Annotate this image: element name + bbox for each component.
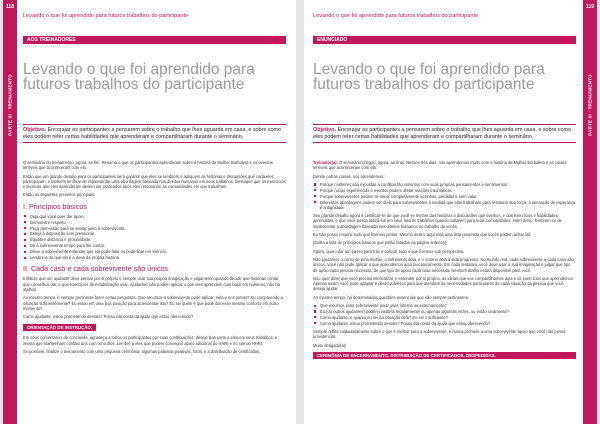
list-item: Demonstre respeito.: [23, 220, 286, 225]
left-body: [23, 160, 286, 357]
list-item: Equilibre distância e proximidade.: [23, 237, 286, 242]
right-running-header: Levando o que foi aprendido para futuros trabalhos do participante: [313, 13, 479, 19]
list-item: Dê à sobrevivente tempo para lhe contar.: [23, 243, 286, 248]
right-side-tab: [583, 0, 597, 424]
right-p2: Dentre outras coisas, nós aprendemos:: [313, 173, 385, 179]
list-item: Lembre-a de que ela é a dona da própria história.: [23, 255, 286, 260]
left-page: [3, 0, 296, 424]
right-p5: (Exiba a lista de princípios básicos que estão listados na página anterior.): [313, 240, 447, 246]
list-item: Como ajudante, estou prometendo demais? Posso dar conta da ajuda que estou oferecendo?: [313, 321, 576, 326]
left-section2-p4: Em seus comentários de conclusão, agradeça a todos os participantes por suas contribuições, deseje boa sorte a eles em seus trabalhos, e insista que mantenham contato uns com os outros. Lembre a eles que podem conseguir apoio adicional do HHRI e no site do HHRI.: [23, 335, 278, 346]
left-objective-box: [23, 124, 286, 143]
left-objective-text: Encorajar os participantes a pensarem sobre o trabalho que lhes aguarda em casa, e sobre como eles podem reter certas habilidades que aprenderam e compartilharam durante o seminário.: [23, 127, 282, 140]
left-intro-p1: O seminário do treinamento, agora, se fim. Resuma o que os participantes aprenderam sobre a história da Mulher Borboleta e os eventos terríveis que aconteceram com ela.: [23, 160, 273, 171]
list-item: Esteja à disposição sem pressionar.: [23, 231, 286, 236]
list-item: Porque sobreviventes podem se sentir completamente sozinhas, perdidas e sem valor.: [313, 194, 576, 199]
right-content: [313, 0, 576, 424]
right-p9: Ao mesmo tempo, há determinadas questões essenciais que são sempre pertinentes.: [313, 294, 469, 300]
left-vertical-label: PARTE III · TREINAMENTO: [7, 74, 13, 136]
left-intro-p2: Entâo que um grande desafio para os participantes será garantir que eles se lembrem e apliquem as histórias e discussões que cada eles participaram, e também lembrar de implementar uma abordagem baseada nos direitos humanos em seus trabalhos. Destaque que os exercícios e técnicas que eles aprenderam devem ser praticados após eles retornarem às comunidades em que trabalham.: [23, 173, 286, 190]
right-page-number: 119: [585, 4, 595, 10]
right-vertical-label: PARTE III · TREINAMENTO: [587, 74, 593, 136]
right-p6: Agora, quero dar um passo para trás e colocar tudo o que fizemos sob perspectiva.: [313, 248, 465, 254]
right-p10: Sempre reflita cuidadosamente sobre o que é melhor para a sobrevivente, e nunca prometa a uma sobrevivente apoio que você não possa providenciar.: [313, 328, 566, 340]
list-item: Como ajudante, o quanto eu sei da situação dela? Eu sei o suficiente?: [313, 315, 576, 320]
right-p7: Não ajudamos o conto de uma mulher, o sofrimento dela, e o retorno dela à vida progresso. No mundo real, cada sobrevivente e cada caso são únicos. Você não pode aplicar o que aprendemos aqui mecanicamente. Em cada tentativa, você deve usar a sua imaginação e julgar que tipo de apoio cada pessoa necessita, de que tipo de apoio cada caso necessita. Nenhum atalho estará disponível para você.: [313, 256, 574, 273]
left-running-header: Levando o que foi aprendido para futuros trabalhos do participante: [23, 13, 189, 19]
right-p8: Isso quer dizer que você precisa internalizar, e entender por si próprio, as ideias que vos compartilhamos aqui e os exercícios que aprendemos. Apenas assim você pode adaptar e desenvolvê-los para que atendam às necessidades particulares de cada situação da pessoa que você deseja ajudar.: [313, 275, 575, 292]
left-side-tab: [3, 0, 17, 424]
list-item: Peça permissão para se sentar junto à sobrevivente.: [23, 226, 286, 231]
left-section2-p1: Enfatize que um ajudante deve pensar por si próprio e sempre usar sua própria imaginação e julgamento quando decidir que histórias contar, que conselhos dar, e que exercícios de estabilização usar. Ajudantes não podem aplicar o que eles aprendem com base em números, não há atalhos.: [23, 276, 280, 292]
right-questions-list: [313, 303, 576, 326]
right-p3: Seu grande desafio agora é certificar-se de que você se lembre das histórias e discussões que tivemos, e dos exercícios e habilidades aprendidas, e que você possa utilizá-los em seus futuros trabalhos quando voltarem para suas comunidades. Além disso, lembrem-se de implementar a abordagem baseada nos direitos humanos no trabalho de vocês.: [313, 213, 562, 229]
left-principles-list: [23, 214, 286, 261]
right-p4: Eu não posso resumir tudo que fizemos juntos. Mesmo assim, aqui está uma lista resumida que vocês podem achar útil:: [313, 232, 532, 238]
left-section-band: AOS TREINADORES: [23, 36, 286, 44]
right-page: [304, 0, 597, 424]
right-section-band: ENUNCIADO: [313, 36, 576, 44]
list-item: Diferentes abordagens podem ser úteis para sobreviventes à medida que elas trabalham para restaurar sua força, a sensação de esperança e a dignidade: [313, 200, 576, 211]
right-learned-list: [313, 182, 576, 210]
list-item: Diga que você quer dar apoio.: [23, 214, 286, 219]
right-body: [313, 160, 576, 359]
left-page-title: Levando o que foi aprendido para futuros trabalhos do participante: [23, 61, 255, 93]
list-item: Porque mulheres são expostas a conflitos tão violentos com suas próprias pensamentos e sentimentos.: [313, 182, 576, 187]
right-objective-box: [313, 124, 576, 143]
left-section1-heading: I. Princípios básicos: [23, 201, 87, 211]
right-page-title: Levando o que foi aprendido para futuros trabalhos do participante: [313, 61, 545, 93]
left-objective-label: Objetivo.: [23, 127, 47, 133]
left-section2-p2: Ao mesmo tempo, é sempre pertinente fazer certas perguntas. Que recursos a sobrevivente pode aplicar, nela e nos outros? Eu compreendo a situação suficientemente? Eu estou em uma boa posição para acrescentar isto? Eu sei quem é que pode dar esse mesmo conforto em outro momento?: [23, 295, 283, 311]
left-section2-heading: II. Cada caso e cada sobrevivente são únicos: [23, 264, 169, 274]
instruction-badge: ORIENTAÇÃO DE INSTRUÇÃO.: [23, 324, 96, 331]
list-item: Que recursos essa sobrevivente pode usar, interna ou externamente?: [313, 303, 576, 308]
left-section2-p3: Como ajudante, estou prometendo demais? Posso dar conta da ajuda que estou oferecendo?: [23, 314, 194, 320]
right-objective-label: Objetivo.: [313, 127, 337, 133]
ceremony-banner: CERIMÔNIA DE ENCERRAMENTO. DISTRIBUIÇÃO DE CERTIFICADOS. DESPEDIDAS.: [313, 352, 576, 359]
list-item: Porque novas experiências e eventos podem afetar reações traumáticas.: [313, 188, 576, 193]
left-page-number: 118: [5, 4, 15, 10]
right-objective-text: Encorajar os participantes a pensarem sobre o trabalho que lhes aguarda em casa, e sobre como eles podem reter certas habilidades que aprenderam e compartilharam durante o seminário.: [313, 127, 572, 140]
left-content: [23, 0, 286, 424]
speaker-label: Treinador(a).: [313, 160, 338, 165]
list-item: Eu (ou outros ajudantes) poderei visitá-la regularmente ou apenas algumas vezes, ou então raramente?: [313, 309, 576, 314]
left-intro-p3: Entâo os seguintes preceitos principais:: [23, 192, 96, 198]
list-item: Deixe a sobrevivente entender que ela pode falar ou pode ficar em silêncio.: [23, 249, 286, 254]
right-p1: O seminário chegou, agora, ao final. Nesses três dias, nós aprendemos muito com a história da Mulher Borboleta e as coisas terríveis que aconteceram com ela.: [313, 160, 567, 171]
right-p11: Muito obrigado(a)!: [313, 342, 347, 348]
left-section2-p5: Se possível, finalize o treinamento com uma pequena cerimônia, algumas palavras positivas, fotos, e a distribuição de certificados.: [23, 348, 261, 354]
